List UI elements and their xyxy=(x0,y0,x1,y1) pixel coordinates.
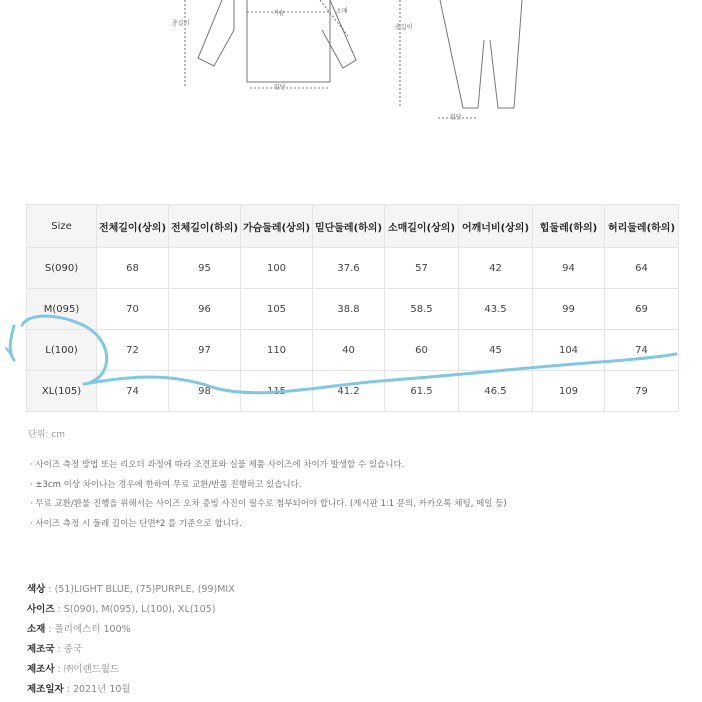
table-cell: 68 xyxy=(97,248,169,289)
info-row-date: 제조일자 : 2021년 10월 xyxy=(27,684,131,695)
table-cell: 96 xyxy=(169,289,241,330)
table-cell: 99 xyxy=(533,289,605,330)
info-key: 제조일자 xyxy=(27,684,64,695)
measurement-diagram xyxy=(0,0,702,140)
diagram-label-total-length: 총길이 xyxy=(172,20,190,27)
top-measure-lines xyxy=(185,0,348,88)
diagram-label-chest: 가슴 xyxy=(273,10,285,17)
header-cell: 소매길이(상의) xyxy=(385,205,459,248)
size-notes xyxy=(30,460,507,538)
table-row xyxy=(27,289,679,330)
size-table xyxy=(26,204,679,412)
info-value: S(090), M(095), L(100), XL(105) xyxy=(63,604,216,615)
diagram-label-bottom-total-length: 총길이 xyxy=(395,24,413,31)
table-cell: 74 xyxy=(97,371,169,412)
diagram-label-sleeve: 소매 xyxy=(336,8,348,15)
table-cell: 43.5 xyxy=(459,289,533,330)
table-cell: 72 xyxy=(97,330,169,371)
table-cell: 98 xyxy=(169,371,241,412)
header-cell: 전체길이(하의) xyxy=(169,205,241,248)
table-cell: 37.6 xyxy=(313,248,385,289)
table-row xyxy=(27,330,679,371)
table-cell: 105 xyxy=(241,289,313,330)
size-cell: S(090) xyxy=(27,248,97,289)
garment-diagram-svg xyxy=(0,0,702,140)
info-key: 제조국 xyxy=(27,644,55,655)
info-key: 색상 xyxy=(27,584,46,595)
note-item: · 사이즈 측정 시 둘레 길이는 단면*2 를 기준으로 합니다. xyxy=(30,518,242,529)
table-cell: 94 xyxy=(533,248,605,289)
info-row-color: 색상 : (51)LIGHT BLUE, (75)PURPLE, (99)MIX xyxy=(27,584,235,595)
info-value: 중국 xyxy=(63,644,83,655)
info-value: 폴리에스터 100% xyxy=(54,624,131,635)
info-row-material: 소재 : 폴리에스터 100% xyxy=(27,624,131,635)
header-cell: 힙둘레(하의) xyxy=(533,205,605,248)
table-cell: 69 xyxy=(605,289,679,330)
header-cell: 전체길이(상의) xyxy=(97,205,169,248)
diagram-label-bottom-hem: 밑단 xyxy=(450,114,462,121)
table-cell: 57 xyxy=(385,248,459,289)
header-cell: 밑단둘레(하의) xyxy=(313,205,385,248)
info-value: (51)LIGHT BLUE, (75)PURPLE, (99)MIX xyxy=(54,584,235,595)
unit-label: 단위: cm xyxy=(28,430,65,440)
table-row xyxy=(27,248,679,289)
info-value: 2021년 10월 xyxy=(72,684,131,695)
diagram-label-hem: 밑단 xyxy=(274,84,286,91)
table-cell: 58.5 xyxy=(385,289,459,330)
table-cell: 46.5 xyxy=(459,371,533,412)
table-row xyxy=(27,371,679,412)
info-key: 제조사 xyxy=(27,664,55,675)
table-cell: 109 xyxy=(533,371,605,412)
table-cell: 97 xyxy=(169,330,241,371)
note-item: · ±3cm 이상 차이나는 경우에 한하여 무료 교환/반품 진행하고 있습니다. xyxy=(30,479,302,490)
header-cell: 어깨너비(상의) xyxy=(459,205,533,248)
size-table-header-row xyxy=(27,205,679,248)
table-cell: 38.8 xyxy=(313,289,385,330)
table-cell: 95 xyxy=(169,248,241,289)
table-cell: 79 xyxy=(605,371,679,412)
table-cell: 74 xyxy=(605,330,679,371)
bottom-measure-lines xyxy=(400,0,478,118)
product-info xyxy=(27,581,235,701)
info-value: ㈜이랜드월드 xyxy=(63,664,120,675)
table-cell: 110 xyxy=(241,330,313,371)
table-cell: 41.2 xyxy=(313,371,385,412)
table-cell: 64 xyxy=(605,248,679,289)
info-row-manufacturer: 제조사 : ㈜이랜드월드 xyxy=(27,664,120,675)
header-cell: 가슴둘레(상의) xyxy=(241,205,313,248)
table-cell: 115 xyxy=(241,371,313,412)
size-cell: M(095) xyxy=(27,289,97,330)
table-cell: 60 xyxy=(385,330,459,371)
info-key: 소재 xyxy=(27,624,46,635)
bottom-garment-outline xyxy=(440,0,522,108)
table-cell: 40 xyxy=(313,330,385,371)
size-cell: L(100) xyxy=(27,330,97,371)
table-cell: 45 xyxy=(459,330,533,371)
info-key: 사이즈 xyxy=(27,604,55,615)
scribble-left-tail xyxy=(10,326,14,360)
info-row-country: 제조국 : 중국 xyxy=(27,644,83,655)
note-item: · 사이즈 측정 방법 또는 리오더 과정에 따라 조견표와 실물 제품 사이즈에 차이가 발생할 수 있습니다. xyxy=(30,460,405,470)
header-cell: Size xyxy=(27,205,97,248)
table-cell: 42 xyxy=(459,248,533,289)
table-cell: 70 xyxy=(97,289,169,330)
note-item: · 무료 교환/환불 진행을 위해서는 사이즈 오차 증빙 사진이 필수로 첨부되어야 합니다. (게시판 1:1 문의, 카카오톡 채팅, 메일 등) xyxy=(30,499,507,509)
info-row-size: 사이즈 : S(090), M(095), L(100), XL(105) xyxy=(27,604,216,615)
table-cell: 100 xyxy=(241,248,313,289)
table-cell: 104 xyxy=(533,330,605,371)
scribble-left-tick xyxy=(6,348,12,356)
table-cell: 61.5 xyxy=(385,371,459,412)
size-cell: XL(105) xyxy=(27,371,97,412)
header-cell: 허리둘레(하의) xyxy=(605,205,679,248)
